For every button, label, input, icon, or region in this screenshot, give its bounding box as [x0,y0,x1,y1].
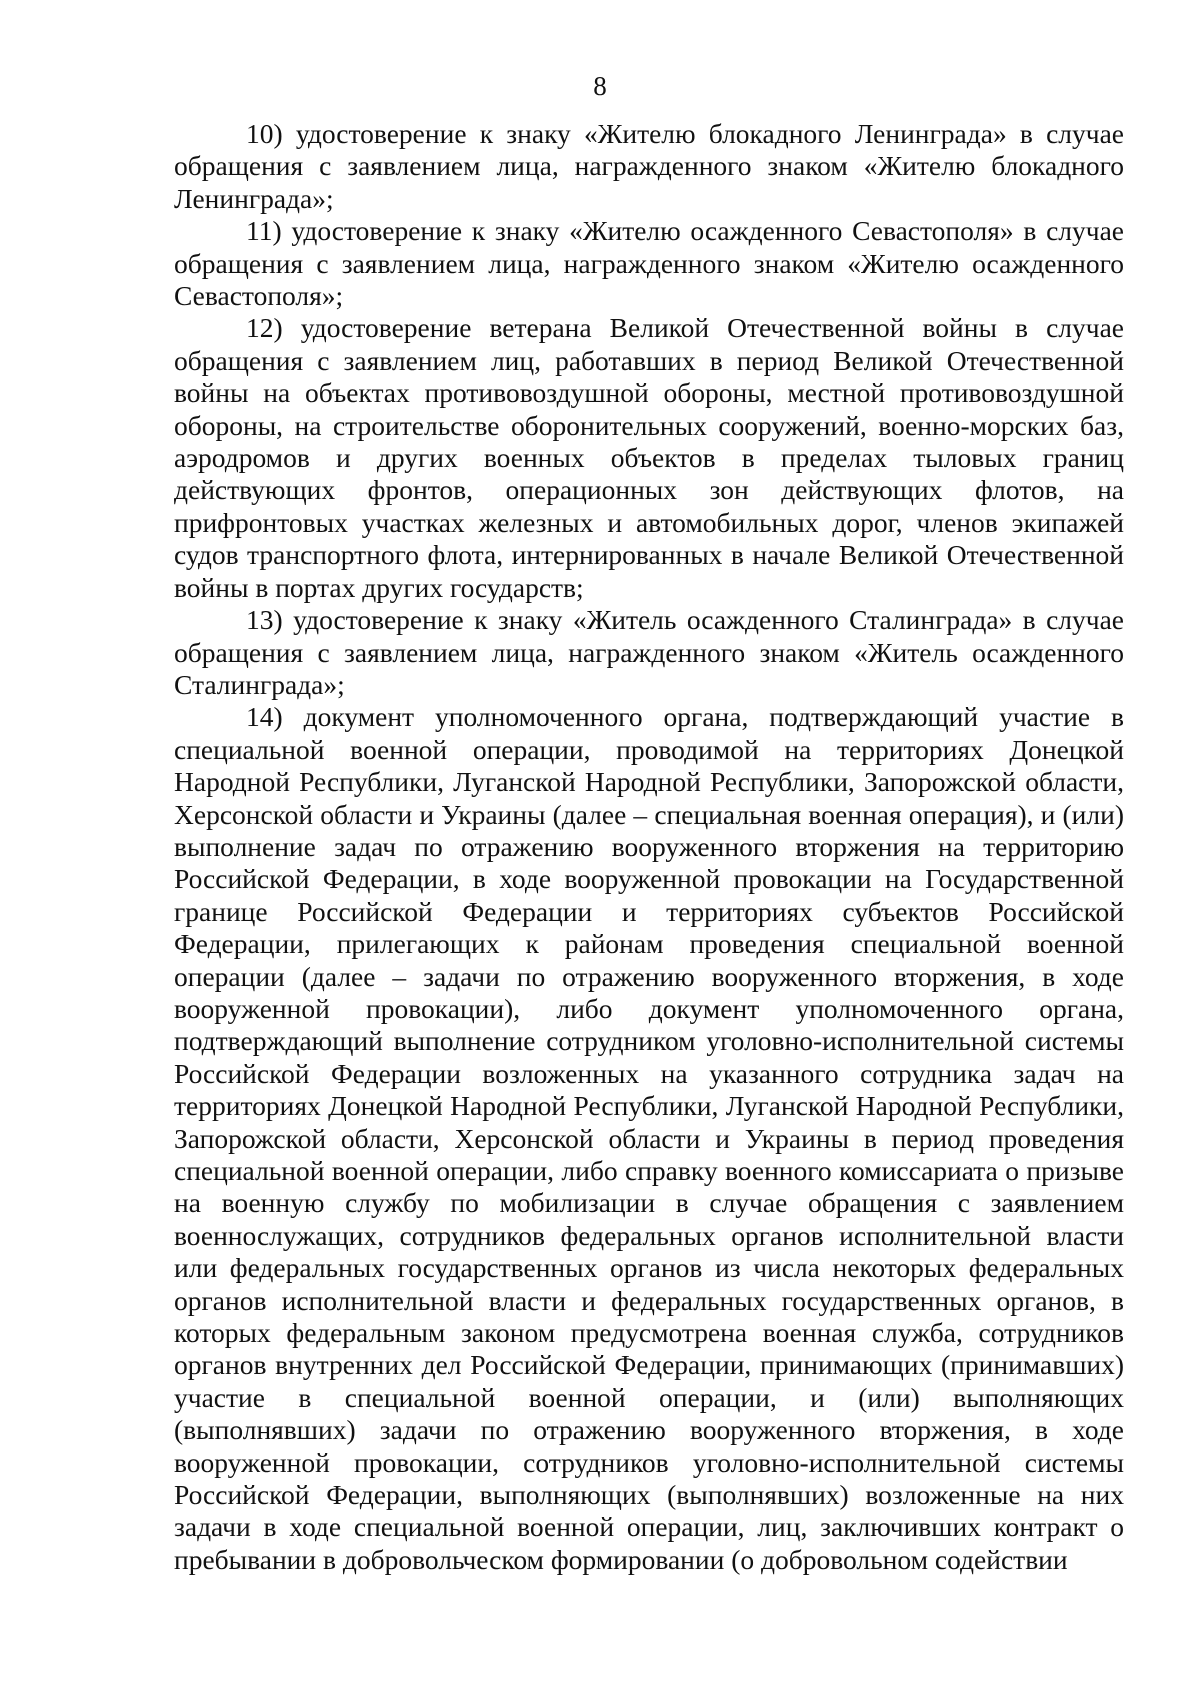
paragraph-item-12: 12) удостоверение ветерана Великой Отечественной войны в случае обращения с заявлением лиц, работавших в период Великой Отечественной войны на объектах противовоздушной обороны, местной противовоздушной обороны, на строительстве оборонительных сооружений, военно-морских баз, аэродромов и других военных объектов в пределах тыловых границ действующих фронтов, операционных зон действующих флотов, на прифронтовых участках железных и автомобильных дорог, членов экипажей судов транспортного флота, интернированных в начале Великой Отечественной войны в портах других государств; [174,312,1124,603]
paragraph-item-11: 11) удостоверение к знаку «Жителю осажденного Севастополя» в случае обращения с заявлением лица, награжденного знаком «Жителю осажденного Севастополя»; [174,215,1124,312]
paragraph-item-14: 14) документ уполномоченного органа, подтверждающий участие в специальной военной операции, проводимой на территориях Донецкой Народной Республики, Луганской Народной Республики, Запорожской области, Херсонской области и Украины (далее – специальная военная операция), и (или) выполнение задач по отражению вооруженного вторжения на территорию Российской Федерации, в ходе вооруженной провокации на Государственной границе Российской Федерации и территориях субъектов Российской Федерации, прилегающих к районам проведения специальной военной операции (далее – задачи по отражению вооруженного вторжения, в ходе вооруженной провокации), либо документ уполномоченного органа, подтверждающий выполнение сотрудником уголовно-исполнительной системы Российской Федерации возложенных на указанного сотрудника задач на территориях Донецкой Народной Республики, Луганской Народной Республики, Запорожской области, Херсонской области и Украины в период проведения специальной военной операции, либо справку военного комиссариата о призыве на военную службу по мобилизации в случае обращения с заявлением военнослужащих, сотрудников федеральных органов исполнительной власти или федеральных государственных органов из числа некоторых федеральных органов исполнительной власти и федеральных государственных органов, в которых федеральным законом предусмотрена военная служба, сотрудников органов внутренних дел Российской Федерации, принимающих (принимавших) участие в специальной военной операции, и (или) выполняющих (выполнявших) задачи по отражению вооруженного вторжения, в ходе вооруженной провокации, сотрудников уголовно-исполнительной системы Российской Федерации, выполняющих (выполнявших) возложенные на них задачи в ходе специальной военной операции, лиц, заключивших контракт о пребывании в добровольческом формировании (о добровольном содействии [174,701,1124,1575]
paragraph-item-13: 13) удостоверение к знаку «Житель осажденного Сталинграда» в случае обращения с заявлением лица, награжденного знаком «Житель осажденного Сталинграда»; [174,604,1124,700]
paragraph-item-10: 10) удостоверение к знаку «Жителю блокадного Ленинграда» в случае обращения с заявлением лица, награжденного знаком «Жителю блокадного Ленинграда»; [174,118,1124,214]
page-number: 8 [593,71,607,101]
document-body [174,118,1124,1576]
